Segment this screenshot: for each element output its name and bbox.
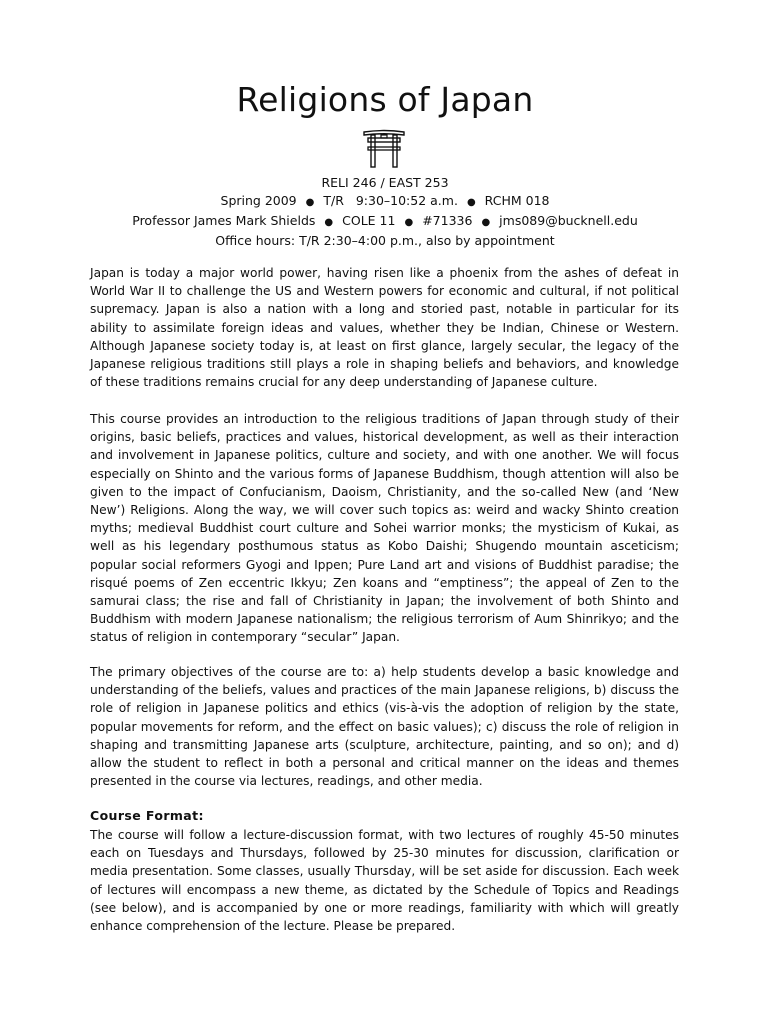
course-description-paragraph: This course provides an introduction to the religious traditions of Japan through study of their origins, basic beliefs, practices and values, historical development, as well as their interaction and involvement in Japanese politics, culture and society, and with one another. We will focus especially on Shinto and the various forms of Japanese Buddhism, though attention will also be given to the impact of Confucianism, Daoism, Christianity, and the so-called New (and ‘New New’) Religions. Along the way, we will cover such topics as: weird and wacky Shinto creation myths; medieval Buddhist court culture and Sohei warrior monks; the mysticism of Kukai, as well as his legendary posthumous status as Kobo Daishi; Shugendo mountain asceticism; popular social reformers Gyogi and Ippen; Pure Land art and visions of Buddhist paradise; the risqué poems of Zen eccentric Ikkyu; Zen koans and “emptiness”; the appeal of Zen to the samurai class; the rise and fall of Christianity in Japan; the involvement of both Shinto and Buddhism with modern Japanese nationalism; the religious terrorism of Aum Shinrikyo; and the status of religion in contemporary “secular” Japan. bbox=[90, 412, 679, 645]
bullet-separator: ● bbox=[305, 197, 315, 208]
bullet-separator: ● bbox=[404, 217, 414, 228]
torii-gate-icon bbox=[362, 128, 406, 168]
bullet-separator: ● bbox=[466, 197, 476, 208]
course-format-heading: Course Format: bbox=[90, 808, 204, 823]
email-link[interactable]: jms089@bucknell.edu bbox=[499, 213, 638, 228]
course-info-header bbox=[0, 174, 770, 250]
office-hours: Office hours: T/R 2:30–4:00 p.m., also by appointment bbox=[215, 233, 555, 248]
term-schedule-line bbox=[0, 192, 770, 212]
course-format-paragraph: The course will follow a lecture-discussion format, with two lectures of roughly 45-50 minutes each on Tuesdays and Thursdays, followed by 25-30 minutes for discussion, clarification or media presentation. Some classes, usually Thursday, will be set aside for discussion. Each week of lectures will encompass a new theme, as dictated by the Schedule of Topics and Readings (see below), and is accompanied by one or more readings, familiarity with which will greatly enhance comprehension of the lecture. Please be prepared. bbox=[90, 828, 679, 934]
professor-contact-line bbox=[0, 212, 770, 232]
professor-name: Professor James Mark Shields bbox=[132, 213, 316, 228]
schedule: T/R 9:30–10:52 a.m. bbox=[323, 193, 458, 208]
intro-paragraph: Japan is today a major world power, having risen like a phoenix from the ashes of defeat in World War II to challenge the US and Western powers for economic and cultural, if not political supremacy. Japan is also a nation with a long and storied past, notable in particular for its ability to assimilate foreign ideas and values, whether they be Indian, Chinese or Western. Although Japanese society today is, at least on first glance, largely secular, the legacy of the Japanese religious traditions still plays a role in shaping beliefs and behaviors, and knowledge of these traditions remains crucial for any deep understanding of Japanese culture. bbox=[90, 266, 679, 390]
bullet-separator: ● bbox=[324, 217, 334, 228]
page-title: Religions of Japan bbox=[236, 80, 534, 119]
office: COLE 11 bbox=[342, 213, 396, 228]
course-codes: RELI 246 / EAST 253 bbox=[321, 175, 449, 190]
room: RCHM 018 bbox=[484, 193, 550, 208]
phone: #71336 bbox=[422, 213, 473, 228]
term: Spring 2009 bbox=[220, 193, 297, 208]
bullet-separator: ● bbox=[481, 217, 491, 228]
objectives-paragraph: The primary objectives of the course are to: a) help students develop a basic knowledge and understanding of the beliefs, values and practices of the main Japanese religions, b) discuss the role of religion in Japanese politics and ethics (vis-à-vis the adoption of religion by the state, popular movements for reform, and the effect on basic values); c) discuss the role of religion in shaping and transmitting Japanese arts (sculpture, architecture, painting, and so on); and d) allow the student to reflect in both a personal and critical manner on the ideas and themes presented in the course via lectures, readings, and other media. bbox=[90, 665, 679, 789]
